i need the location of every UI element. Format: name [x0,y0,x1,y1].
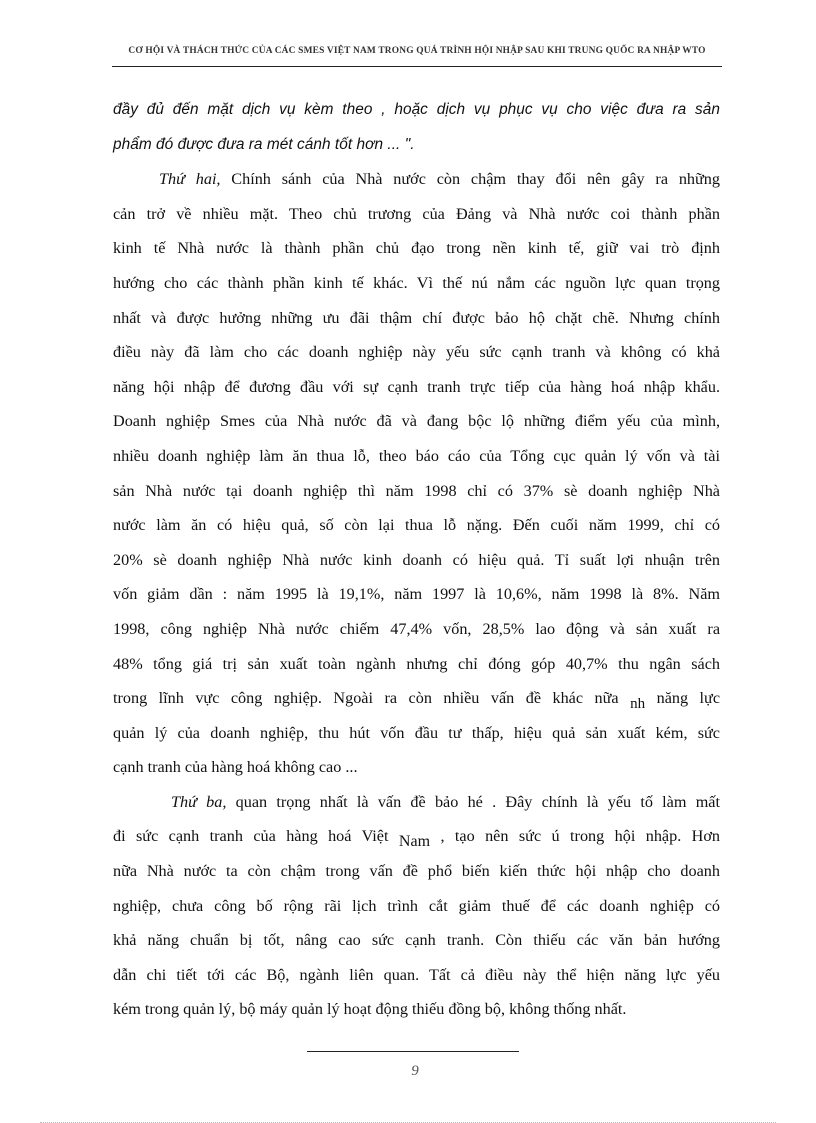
paragraph-line: nghiệp, chưa công bố rộng rãi lịch trình cắt giảm thuế để các doanh nghiệp có [113,896,720,915]
paragraph-line: nhất và được hưởng những ưu đãi thậm chí được bảo hộ chặt chẽ. Nhưng chính [113,308,720,327]
quote-line: phẩm đó được đưa ra mét cánh tốt hơn ... ". [113,135,415,153]
paragraph-line [113,162,720,197]
paragraph-text: Chính sánh của Nhà nước còn chậm thay đổi nên gây ra những [220,170,720,189]
paragraph-line [113,681,720,716]
paragraph-line [113,785,720,820]
paragraph-line: điều này đã làm cho các doanh nghiệp này yếu sức cạnh tranh và không có khả [113,343,720,362]
stray-subscript: Nam [398,833,431,851]
body-text [113,93,720,1027]
paragraph-thu-ba [113,785,720,1027]
paragraph-line: kinh tế Nhà nước là thành phần chủ đạo trong nền kinh tế, giữ vai trò định [113,239,720,258]
paragraph-line: khả năng chuẩn bị tốt, nâng cao sức cạnh tranh. Còn thiếu các văn bản hướng [113,931,720,950]
paragraph-line: Doanh nghiệp Smes của Nhà nước đã và đang bộc lộ những điểm yếu của mình, [113,412,720,431]
paragraph-line: nhiều doanh nghiệp làm ăn thua lỗ, theo báo cáo của Tổng cục quản lý vốn và tài [113,446,720,465]
quote-line: đầy đủ đến mặt dịch vụ kèm theo , hoặc dịch vụ phục vụ cho việc đưa ra sản [113,101,720,118]
paragraph-line: kém trong quản lý, bộ máy quản lý hoạt động thiếu đồng bộ, không thống nhất. [113,1000,627,1019]
paragraph-line: hướng cho các thành phần kinh tế khác. Vì thế nú nắm các nguồn lực quan trọng [113,273,720,292]
paragraph-line [113,819,720,854]
paragraph-text: , tạo nên sức ú trong hội nhập. Hơn [440,827,721,846]
footer-divider [307,1051,519,1052]
paragraph-line: sản Nhà nước tại doanh nghiệp thì năm 1998 chỉ có 37% sè doanh nghiệp Nhà [113,481,720,500]
paragraph-line: dẫn chi tiết tới các Bộ, ngành liên quan. Tất cả điều này thể hiện năng lực yếu [113,965,720,984]
paragraph-line: 20% sè doanh nghiệp Nhà nước kinh doanh có hiệu quả. Tỉ suất lợi nhuận trên [113,550,720,569]
paragraph-text: trong lĩnh vực công nghiệp. Ngoài ra còn nhiều vấn đề khác nữa [113,689,619,708]
page-number: 9 [411,1063,419,1079]
paragraph-lead: Thứ hai, [159,170,221,189]
running-header: CƠ HỘI VÀ THÁCH THỨC CỦA CÁC SMES VIỆT NAM TRONG QUÁ TRÌNH HỘI NHẬP SAU KHI TRUNG QUỐC RA NHẬP WTO [128,46,706,56]
paragraph-text: năng lực [656,689,721,708]
paragraph-line: 48% tổng giá trị sản xuất toàn ngành nhưng chỉ đóng góp 40,7% thu ngân sách [113,654,720,673]
paragraph-text: quan trọng nhất là vấn đề bảo hé . Đây chính là yếu tố làm mất [226,792,720,811]
paragraph-line: 1998, công nghiệp Nhà nước chiếm 47,4% vốn, 28,5% lao động và sản xuất ra [113,619,720,638]
paragraph-line: nữa Nhà nước ta còn chậm trong vấn đề phổ biến kiến thức hội nhập cho doanh [113,862,720,881]
paragraph-lead: Thứ ba, [171,792,227,811]
paragraph-line: nước làm ăn có hiệu quả, số còn lại thua lỗ nặng. Đến cuối năm 1999, chỉ có [113,516,720,535]
paragraph-line: vốn giảm dần : năm 1995 là 19,1%, năm 1997 là 10,6%, năm 1998 là 8%. Năm [113,585,720,604]
paragraph-line: năng hội nhập để đương đầu với sự cạnh tranh trực tiếp của hàng hoá nhập khẩu. [113,377,720,396]
paragraph-line: cạnh tranh của hàng hoá không cao ... [113,758,358,777]
stray-subscript: nh [630,696,646,713]
paragraph-thu-hai [113,162,720,785]
paragraph-line: quản lý của doanh nghiệp, thu hút vốn đầu tư thấp, hiệu quả sản xuất kém, sức [113,723,720,742]
paragraph-line: cản trở về nhiều mặt. Theo chủ trương của Đảng và Nhà nước coi thành phần [113,204,720,223]
quote-block [113,93,720,162]
paragraph-text: đi sức cạnh tranh của hàng hoá Việt [113,827,389,846]
header-divider [112,66,722,67]
